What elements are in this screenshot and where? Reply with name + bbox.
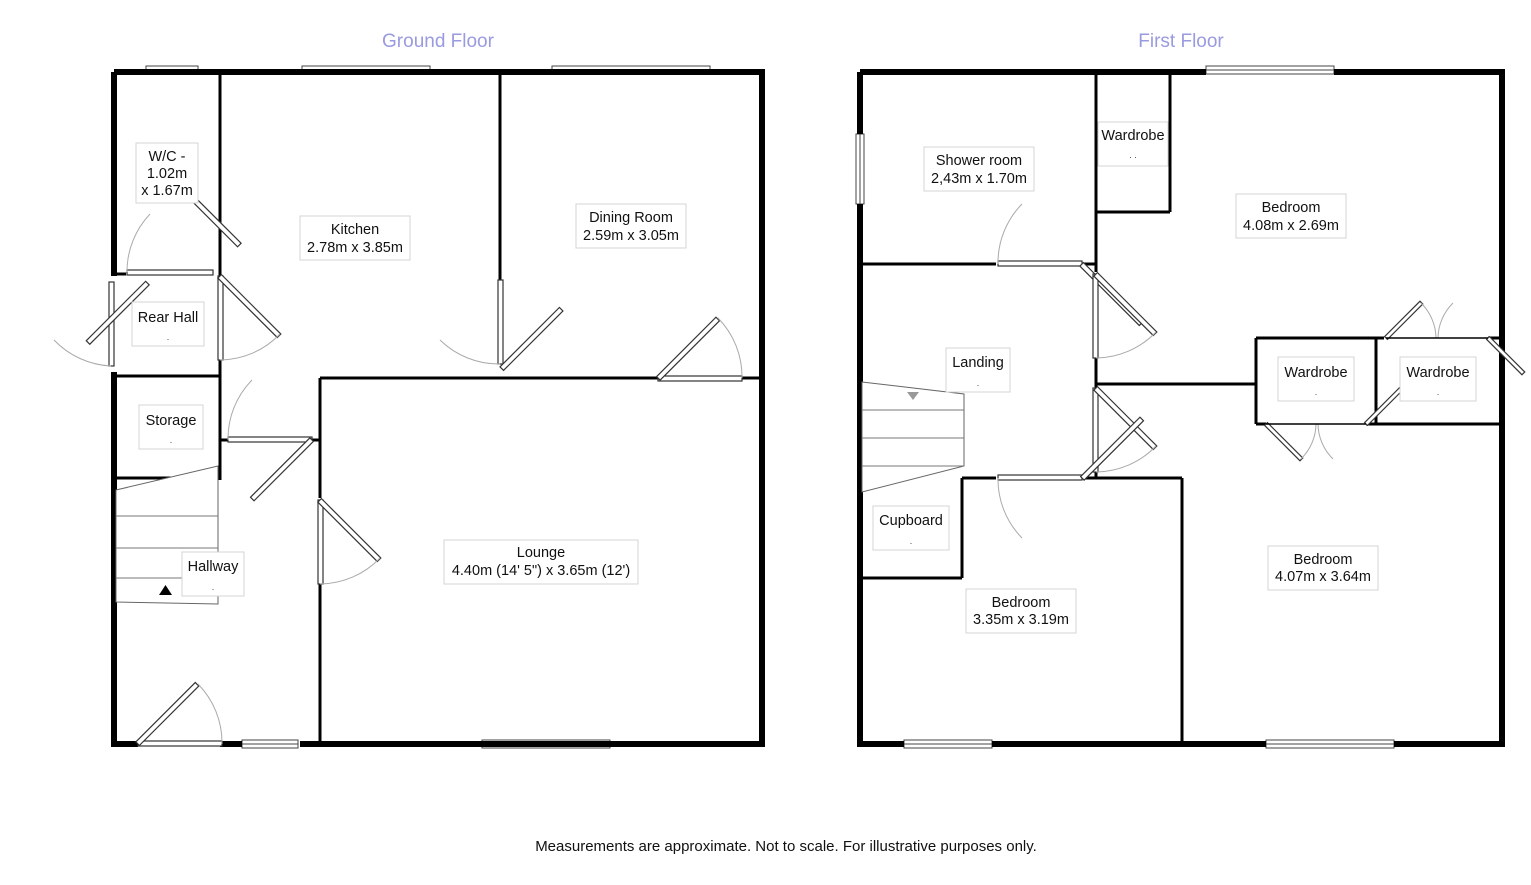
room-label-rear-hall bbox=[132, 302, 204, 346]
door bbox=[998, 204, 1143, 326]
room-name: Landing bbox=[952, 355, 1004, 371]
room-dimensions: . bbox=[169, 435, 173, 445]
window bbox=[242, 740, 298, 748]
door bbox=[136, 682, 222, 746]
ground-floor-plan bbox=[54, 31, 762, 748]
room-dimensions: . bbox=[166, 332, 170, 342]
room-label-wardrobe-a bbox=[1278, 357, 1354, 401]
door bbox=[657, 317, 742, 381]
door bbox=[228, 380, 313, 501]
room-label-shower-room bbox=[924, 147, 1034, 191]
window bbox=[904, 740, 992, 748]
door bbox=[218, 275, 281, 360]
room-label-bedroom-small bbox=[966, 589, 1076, 633]
room-label-wc bbox=[136, 143, 198, 203]
room-dimensions: 2.59m x 3.05m bbox=[583, 228, 679, 244]
room-dimensions: 3.35m x 3.19m bbox=[973, 612, 1069, 628]
room-label-landing bbox=[946, 348, 1010, 392]
door bbox=[440, 280, 563, 370]
room-dimensions: . bbox=[211, 582, 215, 592]
room-label-hallway bbox=[182, 552, 244, 596]
room-dimensions: 4.07m x 3.64m bbox=[1275, 569, 1371, 585]
room-name: Rear Hall bbox=[137, 310, 199, 326]
room-label-kitchen bbox=[300, 216, 410, 260]
window bbox=[1206, 66, 1334, 74]
room-label-bedroom-top bbox=[1236, 194, 1346, 238]
first-floor-plan bbox=[856, 31, 1525, 748]
room-label-wardrobe-b bbox=[1400, 357, 1476, 401]
room-dimensions: . . bbox=[1129, 150, 1137, 160]
ground-floor-outer-wall bbox=[114, 72, 762, 744]
room-dimensions: . bbox=[1314, 387, 1318, 397]
room-label-dining-room bbox=[576, 204, 686, 248]
room-dimensions: x 1.67m bbox=[141, 183, 193, 199]
room-name: Hallway bbox=[187, 559, 239, 575]
room-name: Storage bbox=[145, 413, 197, 429]
ground-floor-title: Ground Floor bbox=[382, 31, 494, 52]
window bbox=[856, 134, 864, 204]
room-dimensions: . bbox=[1436, 387, 1440, 397]
room-name: W/C - bbox=[148, 149, 186, 165]
room-dimensions: 2.78m x 3.85m bbox=[307, 240, 403, 256]
room-name: Lounge bbox=[516, 545, 566, 561]
room-name: Kitchen bbox=[330, 222, 380, 238]
window bbox=[1266, 740, 1394, 748]
room-label-cupboard bbox=[873, 506, 949, 550]
staircase bbox=[862, 382, 964, 492]
room-dimensions: . bbox=[909, 536, 913, 546]
room-name: Wardrobe bbox=[1406, 365, 1470, 381]
room-label-lounge bbox=[444, 540, 638, 584]
room-label-wardrobe-top bbox=[1098, 122, 1168, 166]
room-label-storage bbox=[139, 405, 203, 449]
room-dimensions: 4.40m (14' 5") x 3.65m (12') bbox=[451, 563, 631, 579]
room-name: Dining Room bbox=[589, 210, 673, 226]
room-name: Wardrobe bbox=[1284, 365, 1348, 381]
room-name: Shower room bbox=[935, 153, 1023, 169]
room-name: Cupboard bbox=[879, 513, 943, 529]
first-floor-title: First Floor bbox=[1138, 31, 1224, 52]
room-dimensions: 1.02m bbox=[146, 166, 188, 182]
door bbox=[318, 499, 381, 584]
door bbox=[1093, 273, 1157, 358]
room-dimensions: 2,43m x 1.70m bbox=[931, 171, 1027, 187]
room-name: Bedroom bbox=[1293, 552, 1353, 568]
room-name: Wardrobe bbox=[1101, 128, 1165, 144]
room-name: Bedroom bbox=[991, 595, 1051, 611]
room-dimensions: 4.08m x 2.69m bbox=[1243, 218, 1339, 234]
room-name: Bedroom bbox=[1261, 200, 1321, 216]
room-label-bedroom-right bbox=[1268, 546, 1378, 590]
room-dimensions: . bbox=[976, 378, 980, 388]
disclaimer-text: Measurements are approximate. Not to scale. For illustrative purposes only. bbox=[535, 838, 1037, 855]
